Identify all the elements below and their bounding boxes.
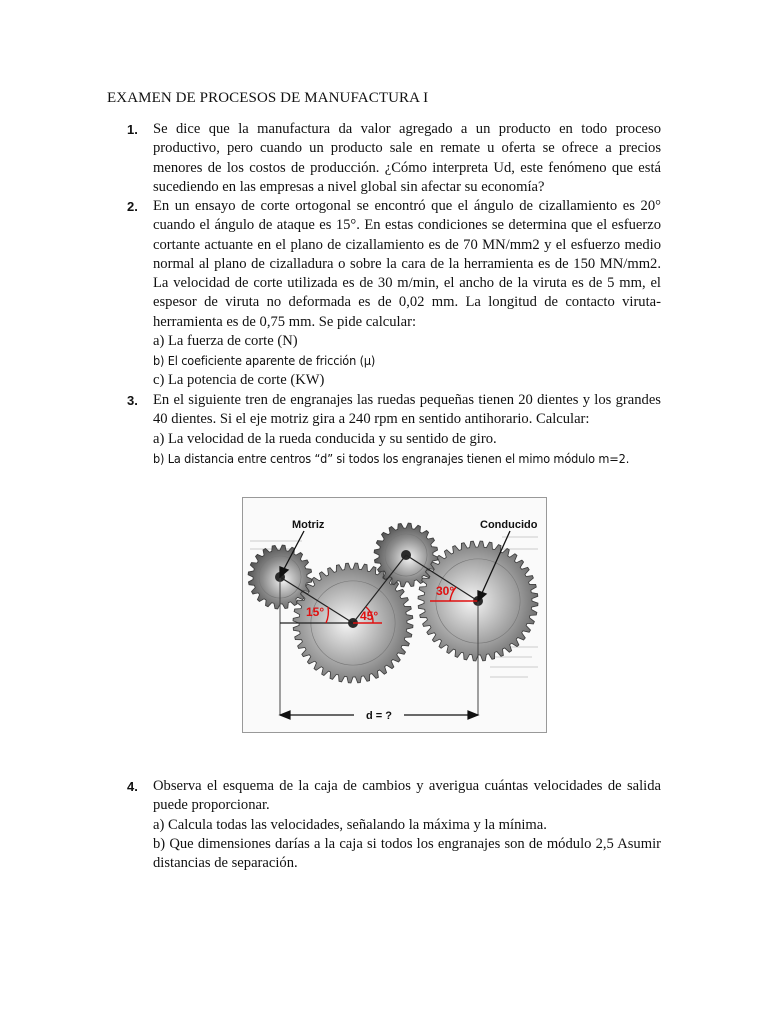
question-2-item-c: c) La potencia de corte (KW) [153, 371, 325, 388]
angle-label-45: 45° [360, 609, 379, 623]
gear-train-diagram [242, 497, 547, 733]
question-number: 1. [127, 122, 138, 137]
question-1-text: Se dice que la manufactura da valor agregado a un producto en todo proceso productivo, pero cuando un producto sale en remate u oferta se ofrece a precios menores de los costos de producción. ¿Cómo interpreta Ud, este fenómeno que está sucediendo en las empresas a nivel global sin afectar su economía? [153, 121, 661, 195]
question-3 [127, 391, 661, 468]
question-2 [127, 197, 661, 390]
question-4 [127, 777, 661, 873]
question-2-text: En un ensayo de corte ortogonal se encontró que el ángulo de cizallamiento es 20° cuando el ángulo de ataque es 15°. En estas condiciones se determina que el esfuerzo cortante actuante en el plano de cizallamiento es de 70 MN/mm2 y el esfuerzo medio normal al plano de cizalladura o sobre la cara de la herramienta es de 150 MN/mm2. La velocidad de corte utilizada es de 30 m/min, el ancho de la viruta es de 5 mm, el espesor de viruta no deformada es de 0,02 mm. La longitud de contacto viruta-herramienta es de 0,75 mm. Se pide calcular: [153, 198, 661, 330]
question-4-text: Observa el esquema de la caja de cambios y averigua cuántas velocidades de salida puede proporcionar. [153, 778, 661, 814]
question-3-item-a: a) La velocidad de la rueda conducida y su sentido de giro. [153, 430, 497, 447]
question-3-text: En el siguiente tren de engranajes las ruedas pequeñas tienen 20 dientes y los grandes 40 dientes. Si el eje motriz gira a 240 rpm en sentido antihorario. Calcular: [153, 392, 661, 428]
label-conducido: Conducido [480, 519, 538, 531]
angle-label-15: 15° [306, 605, 325, 619]
distance-label: d = ? [366, 710, 392, 722]
question-2-item-b: b) El coeficiente aparente de fricción (μ) [153, 353, 376, 369]
question-number: 4. [127, 779, 138, 794]
question-number: 2. [127, 199, 138, 214]
gear-train-figure [242, 497, 547, 733]
question-2-item-a: a) La fuerza de corte (N) [153, 333, 298, 350]
question-number: 3. [127, 393, 138, 408]
question-1 [127, 120, 661, 197]
question-4-item-a: a) Calcula todas las velocidades, señalando la máxima y la mínima. [153, 816, 547, 833]
exam-title: EXAMEN DE PROCESOS DE MANUFACTURA I [107, 90, 429, 106]
angle-label-30: 30° [436, 584, 455, 598]
question-3-item-b: b) La distancia entre centros “d” si todos los engranajes tienen el mimo módulo m=2. [153, 450, 630, 466]
label-motriz: Motriz [292, 519, 325, 531]
question-4-item-b: b) Que dimensiones darías a la caja si todos los engranajes son de módulo 2,5 Asumir distancias de separación. [153, 835, 661, 872]
